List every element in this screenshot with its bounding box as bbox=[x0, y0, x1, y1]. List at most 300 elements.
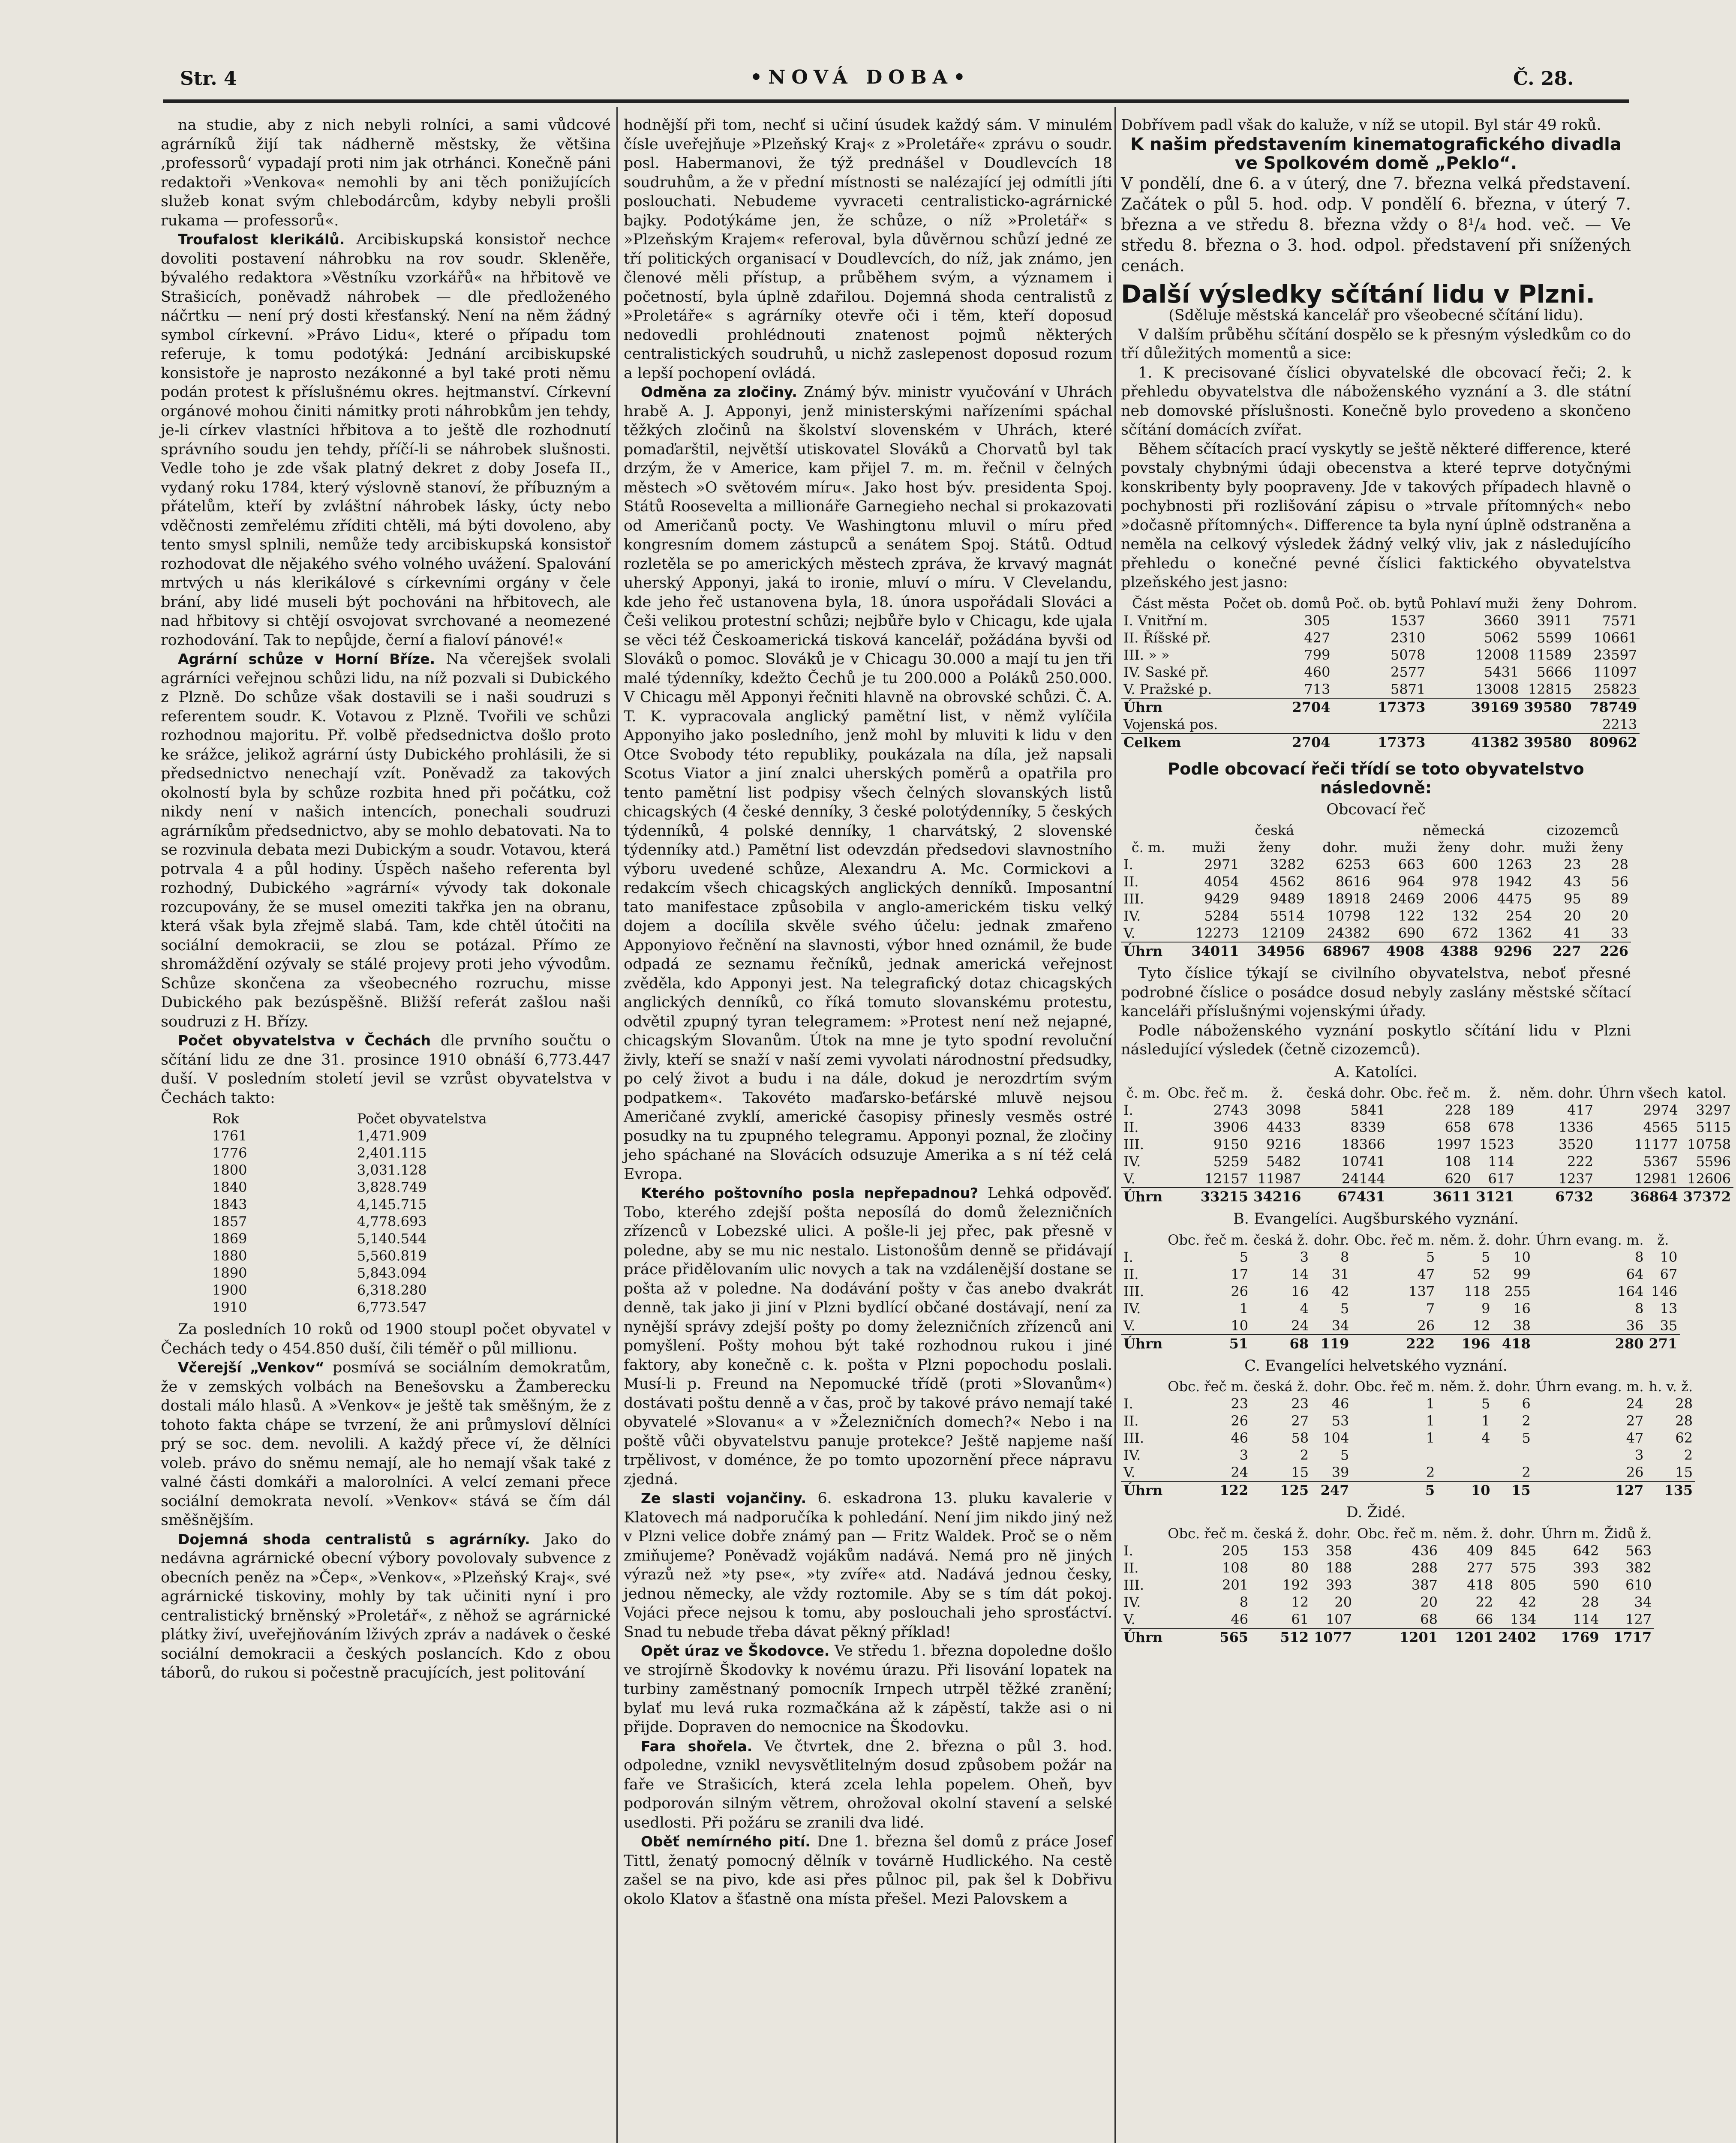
table-cell: 20 bbox=[1564, 908, 1581, 924]
table-cell: 7571 bbox=[1602, 612, 1637, 629]
table-cell: 358 bbox=[1326, 1542, 1352, 1559]
table-cell: 5115 bbox=[1696, 1119, 1731, 1135]
table-row bbox=[161, 1162, 611, 1179]
table-row bbox=[161, 1196, 611, 1213]
table-cell: 188 bbox=[1326, 1559, 1352, 1576]
article-text: Dne 1. března šel domů z práce Josef Tittl, ženatý pomocný dělník v továrně Hudlického. Na cestě zašel se na pivo, kde asi přes půlnoc pil, pak šel k Dobřivu okolo Klatov a šťastně ona místa přešel. Mezi Palovskem a bbox=[624, 1833, 1112, 1908]
table-cell: 2 bbox=[1522, 1464, 1531, 1480]
table-cell: 24144 bbox=[1341, 1171, 1385, 1187]
article-text: Arcibiskupská konsistoř nechce dovoliti postavení náhrobku na rov soudr. Skleněře, bývalého redaktora »Věstníku vzorkářů« na hřbitově ve Strašicích, poněvadž náhrobek — dle předloženého náčrtku — není prý dosti křesťanský. Není na něm žádný symbol církevní. »Právo Lidu«, které o případu tom referuje, k tomu podotýká: Jednání arcibiskupské konsistoře je naprosto nezákonné a byl také proti němu podán protest k příslušnému okres. hejtmanství. Církevní orgánové mohou činiti námitky proti náhrobkům jen tehdy, je-li církev vlastníci hřbitova a to ještě dle rozhodnutí správního soudu jen tehdy, příčí-li se náhrobek slušnosti. Vedle toho je zde však platný dekret z doby Josefa II., vydaný roku 1784, který výslovně stanoví, že příbuzným a přátelům, kteří by zvláštní náhrobek lásky, úcty nebo vděčnosti zemřelému zříditi chtěli, má býti dovoleno, aby tento smysl splnili, nemůže tedy arcibiskupská konsistoř rozhodovat dle nějakého svého volného uvážení. Spalování mrtvých u nás klerikálové s církevními orgány v čele brání, aby lidé museli být pochováni na hřbitovech, ale nad hřbitovy si chtějí osvojovat svrchované a neomezené rozhodování. Tak to nepůjde, černí a fialoví pánové!« bbox=[161, 231, 611, 649]
table-cell: 512 bbox=[1251, 1628, 1311, 1646]
table-cell: 42 bbox=[1331, 1283, 1349, 1300]
table-cell: 3611 bbox=[1388, 1188, 1474, 1205]
col-header: Obc. řeč m. bbox=[1168, 1085, 1249, 1101]
table-cell: V. bbox=[1123, 1464, 1135, 1480]
table-cell: 9429 bbox=[1204, 891, 1239, 907]
table-cell: V. Pražské p. bbox=[1123, 681, 1212, 697]
table-cell: 5 bbox=[1481, 1396, 1490, 1412]
augsburg-title: B. Evangelíci. Augšburského vyznání. bbox=[1233, 1210, 1519, 1228]
table-cell: Úhrn bbox=[1121, 1188, 1165, 1205]
table-cell: V. bbox=[1123, 1171, 1135, 1187]
table-row bbox=[1121, 1335, 1680, 1352]
table-cell: Úhrn bbox=[1121, 1335, 1165, 1352]
table-row bbox=[1121, 856, 1631, 873]
table-cell: 114 bbox=[1573, 1611, 1599, 1627]
table-cell: 690 bbox=[1398, 925, 1424, 941]
col-header: Obc. řeč m. bbox=[1354, 1231, 1435, 1248]
group-header: německá bbox=[1423, 822, 1485, 838]
table-cell: 15 bbox=[1291, 1464, 1309, 1480]
table-row bbox=[1121, 681, 1640, 698]
table-cell: 80 bbox=[1291, 1559, 1309, 1576]
table-cell: 11097 bbox=[1593, 663, 1637, 680]
table-cell: 5078 bbox=[1390, 646, 1426, 663]
table-cell: 34 bbox=[1634, 1594, 1652, 1610]
article-paragraph bbox=[624, 1489, 1112, 1642]
table-row bbox=[1121, 1395, 1695, 1412]
table-cell: 5,843.094 bbox=[357, 1265, 427, 1281]
table-cell: 135 bbox=[1646, 1481, 1696, 1499]
table-cell: III. bbox=[1123, 1136, 1144, 1153]
table-cell: 14 bbox=[1291, 1266, 1309, 1282]
announcement-heading: K našim představením kinematografického divadla ve Spolkovém domě „Peklo“. bbox=[1130, 134, 1622, 173]
table-cell: 610 bbox=[1625, 1576, 1652, 1593]
table-row bbox=[1121, 1542, 1654, 1559]
table-cell: 122 bbox=[1398, 908, 1424, 924]
article-paragraph bbox=[624, 383, 1112, 1184]
table-cell: V. bbox=[1123, 1611, 1135, 1627]
table-cell: 122 bbox=[1165, 1481, 1251, 1499]
article-heading: Dojemná shoda centralistů s agrárníky. bbox=[178, 1531, 530, 1548]
table-cell: 12273 bbox=[1195, 925, 1239, 941]
table-cell: 27 bbox=[1291, 1413, 1309, 1429]
table-cell: 20 bbox=[1420, 1594, 1438, 1610]
table-cell: 12981 bbox=[1634, 1171, 1678, 1187]
table-cell: 254 bbox=[1505, 908, 1532, 924]
jews-table bbox=[1121, 1525, 1654, 1646]
table-cell: 16 bbox=[1513, 1300, 1531, 1317]
table-cell bbox=[1428, 716, 1521, 733]
catholics-title: A. Katolíci. bbox=[1334, 1063, 1418, 1081]
table-cell: 5 bbox=[1522, 1430, 1531, 1446]
table-cell: 26 bbox=[1231, 1283, 1249, 1300]
table-cell: 26 bbox=[1231, 1413, 1249, 1429]
col-header: něm. ž. bbox=[1440, 1378, 1490, 1395]
table-cell: 127 bbox=[1625, 1611, 1652, 1627]
table-row bbox=[1121, 1102, 1733, 1119]
table-cell: 4 bbox=[1481, 1430, 1490, 1446]
table-cell: 34216 bbox=[1251, 1188, 1304, 1205]
table-cell: 9296 bbox=[1481, 942, 1535, 960]
col-header: Úhrn evang. m. bbox=[1535, 1231, 1644, 1248]
table-cell: 713 bbox=[1304, 681, 1331, 697]
table-cell: 46 bbox=[1231, 1430, 1249, 1446]
col-header: dohr. bbox=[1322, 839, 1358, 855]
table-cell: 39580 bbox=[1521, 733, 1574, 751]
table-cell: 39580 bbox=[1521, 698, 1574, 716]
col-header: ž. bbox=[1657, 1231, 1669, 1248]
table-cell: 26 bbox=[1626, 1464, 1644, 1480]
table-row bbox=[1121, 1266, 1680, 1283]
article-paragraph bbox=[624, 1832, 1112, 1909]
col-header: h. v. ž. bbox=[1649, 1378, 1693, 1395]
table-cell: 5666 bbox=[1537, 663, 1572, 680]
table-cell: 17373 bbox=[1333, 733, 1428, 751]
table-cell: 15 bbox=[1493, 1481, 1533, 1499]
table-cell: III. bbox=[1123, 1430, 1144, 1446]
census-subtitle: (Sděluje městská kancelář pro všeobecné sčítání lidu). bbox=[1168, 307, 1583, 324]
table-cell: 565 bbox=[1165, 1628, 1251, 1646]
table-cell: 4565 bbox=[1643, 1119, 1678, 1135]
table-cell: 3911 bbox=[1537, 612, 1572, 629]
col-header: ženy bbox=[1591, 839, 1624, 855]
table-cell: 409 bbox=[1467, 1542, 1493, 1559]
table-row bbox=[1121, 716, 1640, 733]
table-cell: 4475 bbox=[1497, 891, 1532, 907]
issue-number: Č. 28. bbox=[1513, 68, 1574, 90]
table-cell: 2469 bbox=[1389, 891, 1424, 907]
article-paragraph bbox=[161, 650, 611, 1031]
augsburg-table bbox=[1121, 1231, 1680, 1352]
jews-title: D. Židé. bbox=[1346, 1504, 1406, 1521]
table-cell: II. Říšské př. bbox=[1123, 629, 1211, 646]
col-header: ž. bbox=[1489, 1085, 1501, 1101]
table-cell: 2704 bbox=[1220, 698, 1333, 716]
table-cell: V. bbox=[1123, 925, 1135, 941]
table-cell: 42 bbox=[1519, 1594, 1537, 1610]
table-cell: 2743 bbox=[1213, 1102, 1249, 1118]
table-cell: 4562 bbox=[1270, 873, 1305, 890]
table-cell: 10 bbox=[1231, 1317, 1249, 1334]
article-heading: Fara shořela. bbox=[641, 1738, 753, 1755]
table-cell: 3906 bbox=[1213, 1119, 1249, 1135]
table-cell: Celkem bbox=[1121, 733, 1220, 751]
table-cell: 46 bbox=[1331, 1396, 1349, 1412]
col-header: česká ž. bbox=[1253, 1231, 1309, 1248]
table-cell: I. bbox=[1123, 856, 1133, 873]
table-cell: 2704 bbox=[1220, 733, 1333, 751]
table-cell: 288 bbox=[1411, 1559, 1438, 1576]
table-cell: 1 bbox=[1426, 1413, 1435, 1429]
table-cell: 1857 bbox=[212, 1213, 247, 1230]
col-header: česká dohr. bbox=[1306, 1085, 1385, 1101]
col-header: česká ž. bbox=[1253, 1525, 1309, 1542]
table-cell: 10741 bbox=[1341, 1153, 1385, 1170]
article-text: V dalším průběhu sčítání dospělo se k přesným výsledkům co do tří důležitých momentů a sice: bbox=[1121, 326, 1631, 362]
table-cell: 805 bbox=[1510, 1576, 1537, 1593]
table-cell: 201 bbox=[1222, 1576, 1249, 1593]
article-text: Dobřívem padl však do kaluže, v níž se utopil. Byl stár 49 roků. bbox=[1121, 117, 1601, 134]
table-cell: 1843 bbox=[212, 1196, 247, 1213]
table-row bbox=[1121, 1628, 1654, 1646]
table-cell: I. bbox=[1123, 1542, 1133, 1559]
table-cell: 393 bbox=[1573, 1559, 1599, 1576]
table-cell: 845 bbox=[1510, 1542, 1537, 1559]
col-header: Část města bbox=[1132, 595, 1210, 612]
table-cell: 3 bbox=[1300, 1249, 1309, 1265]
table-cell: 28 bbox=[1675, 1396, 1693, 1412]
table-cell: 6253 bbox=[1335, 856, 1371, 873]
table-cell: 132 bbox=[1452, 908, 1478, 924]
table-cell: 20 bbox=[1334, 1594, 1352, 1610]
table-cell: 67 bbox=[1660, 1266, 1678, 1282]
col-header: Úhrn m. bbox=[1541, 1525, 1599, 1542]
table-cell: 5871 bbox=[1390, 681, 1426, 697]
table-cell: 10661 bbox=[1593, 629, 1637, 646]
table-cell: III. » » bbox=[1123, 646, 1170, 663]
catholics-table bbox=[1121, 1084, 1733, 1205]
table-cell: I. bbox=[1123, 1102, 1133, 1118]
col-header: Počet obyvatelstva bbox=[357, 1111, 487, 1127]
table-cell: 1077 bbox=[1311, 1628, 1355, 1646]
table-cell: 964 bbox=[1398, 873, 1424, 890]
table-cell: 417 bbox=[1567, 1102, 1594, 1118]
table-cell: 56 bbox=[1611, 873, 1628, 890]
table-cell: I. bbox=[1123, 1249, 1133, 1265]
col-header: muži bbox=[1542, 839, 1576, 855]
table-cell: 1 bbox=[1239, 1300, 1249, 1317]
table-cell: 12109 bbox=[1261, 925, 1305, 941]
table-cell: IV. bbox=[1123, 1300, 1141, 1317]
table-cell: III. bbox=[1123, 891, 1144, 907]
article-text: 6. eskadrona 13. pluku kavalerie v Klatovech má nadporučíka k pohledání. Není jim nikdo jiný než v Plzni velice dobře známý pan — Fritz Waldek. Proč se o něm zmiňujeme? Poněvadž vojákům nadává. Nemá pro ně jiných výrazů než »ty pse«, »ty zvíře« atd. Nadává jednou česky, jednou německy, ale vždy roztomile. Aby se s tím dát pokoj. Vojáci přece nejsou k tomu, aby poslouchali jeho sprosťáctví. Snad tu nebude třeba dávat pěkný příklad! bbox=[624, 1490, 1112, 1641]
census-districts-table bbox=[1121, 595, 1640, 751]
table-row bbox=[1121, 1447, 1695, 1464]
article-text: Na včerejšek svolali agrárníci veřejnou schůzi lidu, na níž pozvali si Dubického z Plzně. Do schůze však dostavili se i naši soudruzi s referentem soudr. K. Votavou z Plzně. Tvořili ve schůzi rozhodnou majoritu. Př. volbě předsednictva došlo proto ke srážce, jelikož agrární ústy Dubického prohlásili, že si předsednictvo nenechají vzít. Poněvadž za takových okolností byla by schůze rozbita hned při počátku, což nikdy není v našich intencích, ponechali soudruzi agrárníkům předsednictvo, aby se mohlo debatovati. Na to se rozvinula debata mezi Dubickým a soudr. Votavou, která potrvala 4 a půl hodiny. Úspěch našeho referenta byl rozhodný, Dubického »agrární« vývody tak dokonale rozcupovány, že se musel omeziti takřka jen na obranu, která však byla zřejmě slabá. Tam, kde chtěl útočiti na sociální demokracii, se zlou se potázal. Přímo ze shromáždění ozývaly se stálé projevy proti jeho vývodům. Schůze skončena za všeobecného rozruchu, misse Dubického pak bezúspěšně. Bližší referát zašlou naši soudruzi z H. Břízy. bbox=[161, 651, 611, 1030]
table-cell: 38 bbox=[1513, 1317, 1531, 1334]
table-cell: 1942 bbox=[1497, 873, 1532, 890]
table-cell: 2,401.115 bbox=[357, 1145, 427, 1161]
table-row bbox=[161, 1213, 611, 1230]
table-cell: 8 bbox=[1635, 1300, 1644, 1317]
table-cell: 5 bbox=[1426, 1249, 1435, 1265]
table-cell: 3 bbox=[1635, 1447, 1644, 1463]
article-text: hodnější při tom, nechť si učiní úsudek každý sám. V minulém čísle uveřejňuje »Plzeňský Kraj« z »Proletáře« zprávu o soudr. posl. Habermanovi, že týž prednášel v Doudlevcích 18 soudruhům, a že v přední místnosti se nalézající jej odmítli jíti poslouchati. Nebudeme vyvraceti centralisticko-agrárnické bajky. Podotýkáme jen, že schůze, o níž »Proletář« s »Plzeňským Krajem« referoval, byla důvěrnou schůzí jedné ze tří politických organisací v Doudlevcích, do níž, jak známo, jen členové měli přístup, a průběhem svým, a významem i početností, byla úplně zdařilou. Dojemná shoda centralistů z »Proletáře« s agrárníky otevře oči i těm, kteří doposud nedovedli prohlédnouti znatenost pojmů některých centralistických soudruhů, u nichž zaslepenost doposud rozum a lepší pochopení ovládá. bbox=[624, 117, 1112, 382]
table-cell: 575 bbox=[1510, 1559, 1537, 1576]
article-text: Lehká odpověď. Tobo, kterého zdejší pošta neposílá do domů železničních zřízenců v Lobezské ulici. A pošle-li jej přec, pak přesně v poledne, aby se mu nic nestalo. Listonošům denně se přidávají práce přidělovaním ulic novych a tak na vzdálenější dostane se pošta až v poledne. Na dodávání pošty v čas anebo dvakrát denně, tak jako ji jiní v Plzni bydlící občané dostávají, není za nynější správy zdejší pošty po domy železničních zřízenců ani pomyšlení. Pošty mohou být také rozhodnou rukou i jiné faktory, aby konečně c. k. pošta v Plzni popochodu poslali. Musí-li p. Freund na Nepomucké třídě (proti »Slovanům«) dostávati poštu denně a v čas, proč by takové právo nemají také obyvatelé »Slovanu« a v »Železničních domech?« Nebo i na poště vůči obyvatelstvu panuje protekce? Ještě napjeme naší trpělivost, v doménce, že po tomto upozornění přece nápravu zjedná. bbox=[624, 1185, 1112, 1488]
table-cell: 4388 bbox=[1427, 942, 1481, 960]
col-header: Obc. řeč m. bbox=[1168, 1378, 1249, 1395]
table-row bbox=[161, 1144, 611, 1162]
table-cell: 78749 bbox=[1574, 698, 1640, 716]
table-cell: 51 bbox=[1165, 1335, 1251, 1352]
table-cell: 4,778.693 bbox=[357, 1213, 427, 1230]
table-cell: IV. bbox=[1123, 1447, 1141, 1463]
article-heading: Troufalost klerikálů. bbox=[178, 231, 345, 248]
header-rule bbox=[163, 99, 1629, 103]
table-cell: 17 bbox=[1231, 1266, 1249, 1282]
table-cell: 247 bbox=[1311, 1481, 1352, 1499]
table-cell: 35 bbox=[1660, 1317, 1678, 1334]
table-cell: 61 bbox=[1291, 1611, 1309, 1627]
table-cell: 436 bbox=[1411, 1542, 1438, 1559]
table-cell: 3 bbox=[1239, 1447, 1249, 1463]
table-cell: 22 bbox=[1475, 1594, 1493, 1610]
table-cell: II. bbox=[1123, 1119, 1139, 1135]
table-cell: 33 bbox=[1611, 925, 1628, 941]
article-paragraph bbox=[161, 230, 611, 650]
table-cell: II. bbox=[1123, 1266, 1139, 1282]
table-cell: 13008 bbox=[1475, 681, 1519, 697]
table-cell: 36 bbox=[1626, 1317, 1644, 1334]
table-cell: 1201 bbox=[1440, 1628, 1496, 1646]
page-number: Str. 4 bbox=[180, 68, 237, 90]
table-cell: 617 bbox=[1488, 1171, 1514, 1187]
table-cell: 8339 bbox=[1350, 1119, 1385, 1135]
table-cell: 1910 bbox=[212, 1299, 247, 1315]
table-cell: 17373 bbox=[1333, 698, 1428, 716]
table-cell: 18918 bbox=[1327, 891, 1371, 907]
table-cell: 192 bbox=[1282, 1576, 1309, 1593]
table-cell: 5 bbox=[1340, 1300, 1349, 1317]
table-cell: 118 bbox=[1464, 1283, 1490, 1300]
table-cell: 23597 bbox=[1593, 646, 1637, 663]
table-row bbox=[1121, 1464, 1695, 1481]
col-header: Poč. ob. bytů bbox=[1335, 595, 1426, 612]
table-cell: 226 bbox=[1584, 942, 1631, 960]
table-cell: 4054 bbox=[1204, 873, 1239, 890]
table-cell: 978 bbox=[1452, 873, 1478, 890]
table-row bbox=[1121, 1136, 1733, 1153]
article-heading: Odměna za zločiny. bbox=[641, 384, 797, 400]
table-cell: 3660 bbox=[1484, 612, 1519, 629]
table-cell: 9216 bbox=[1266, 1136, 1301, 1153]
table-row bbox=[1121, 1153, 1733, 1170]
table-cell: 2213 bbox=[1602, 716, 1637, 732]
col-header: něm. dohr. bbox=[1519, 1085, 1594, 1101]
table-cell: 10798 bbox=[1327, 908, 1371, 924]
table-cell: Úhrn bbox=[1121, 1481, 1165, 1499]
table-row bbox=[1121, 924, 1631, 942]
table-cell: 28 bbox=[1611, 856, 1628, 873]
table-cell: 47 bbox=[1626, 1430, 1644, 1446]
table-cell: 153 bbox=[1282, 1542, 1309, 1559]
table-cell: 12815 bbox=[1528, 681, 1572, 697]
table-row bbox=[1121, 1249, 1680, 1266]
table-cell: 2402 bbox=[1496, 1628, 1539, 1646]
article-heading: Oběť nemírného pití. bbox=[641, 1833, 811, 1850]
table-row bbox=[1121, 1611, 1654, 1628]
table-cell: 108 bbox=[1445, 1153, 1471, 1170]
table-cell: 418 bbox=[1493, 1335, 1533, 1352]
table-cell: 146 bbox=[1651, 1283, 1678, 1300]
table-cell bbox=[1493, 1447, 1533, 1464]
table-cell: I. Vnitřní m. bbox=[1123, 612, 1208, 629]
table-cell: 23 bbox=[1231, 1396, 1249, 1412]
table-row bbox=[1121, 1412, 1695, 1429]
article-text: dle prvního součtu o sčítání lidu ze dne 31. prosince 1910 obnáší 6,773.447 duší. V posledním století jevil se vzrůst obyvatelstva v Čechách takto: bbox=[161, 1032, 611, 1107]
table-cell: V. bbox=[1123, 1317, 1135, 1334]
table-cell: 1717 bbox=[1601, 1628, 1654, 1646]
table-cell: 799 bbox=[1304, 646, 1331, 663]
table-row bbox=[161, 1127, 611, 1144]
table-cell: 1800 bbox=[212, 1162, 247, 1178]
article-text: Podle náboženského vyznání poskytlo sčítání lidu v Plzni následující výsledek (četně cizozemců). bbox=[1121, 1022, 1631, 1058]
col-header: Obc. řeč m. bbox=[1357, 1525, 1438, 1542]
table-cell: 3,031.128 bbox=[357, 1162, 427, 1178]
table-cell: 620 bbox=[1445, 1171, 1471, 1187]
table-cell: 11987 bbox=[1257, 1171, 1301, 1187]
table-cell: 5596 bbox=[1696, 1153, 1731, 1170]
table-row bbox=[161, 1247, 611, 1264]
col-header: Židů ž. bbox=[1604, 1525, 1652, 1542]
table-cell: 382 bbox=[1625, 1559, 1652, 1576]
table-cell: 5,560.819 bbox=[357, 1248, 427, 1264]
col-header: dohr. bbox=[1495, 1378, 1531, 1395]
column-2 bbox=[624, 116, 1112, 1909]
article-text: na studie, aby z nich nebyli rolníci, a sami vůdcové agrárníků žijí tak nádherně městsky, že většina ‚professorů‘ vypadají proti nim jak otrhánci. Konečně páni redaktoři »Venkova« nemohli by ani těch ponižujících služeb konat svým chlebodárcům, kdyby nebyli prošli rukama — professorů«. bbox=[161, 117, 611, 229]
table-cell: 24 bbox=[1291, 1317, 1309, 1334]
table-cell: 34011 bbox=[1176, 942, 1241, 960]
table-row bbox=[1121, 1594, 1654, 1611]
table-cell: 1769 bbox=[1539, 1628, 1601, 1646]
table-cell: 2974 bbox=[1643, 1102, 1678, 1118]
table-cell: 25823 bbox=[1593, 681, 1637, 697]
article-paragraph bbox=[624, 1184, 1112, 1489]
table-cell: 34 bbox=[1331, 1317, 1349, 1334]
table-cell: 2 bbox=[1426, 1464, 1435, 1480]
col-header: Počet ob. domů bbox=[1223, 595, 1331, 612]
table-cell: 37372 bbox=[1681, 1188, 1733, 1205]
article-text: posmívá se sociálním demokratům, že v zemských volbách na Benešovsku a Žamberecku dostali málo hlasů. A »Venkov« je ještě tak směšným, že z tohoto fakta chápe se tvrzení, že ani průmysloví dělníci prý se soc. dem. nevolili. A každý přece ví, že dělníci voleb. právo do sněmu nemají, ale ho nemají však také z valné části domkáři a malorolníci. A velcí zemani přece sociální demokrata nevolí. »Venkov« stává se čím dál směšnějším. bbox=[161, 1359, 611, 1529]
col-header: č. m. bbox=[1126, 1085, 1160, 1101]
table-cell: Úhrn bbox=[1121, 942, 1176, 960]
col-header: dohr. bbox=[1314, 1378, 1349, 1395]
table-cell: IV. bbox=[1123, 908, 1141, 924]
col-header: něm. ž. bbox=[1440, 1231, 1490, 1248]
table-cell: 41382 bbox=[1428, 733, 1521, 751]
table-cell: 9150 bbox=[1213, 1136, 1249, 1153]
table-cell: 255 bbox=[1504, 1283, 1531, 1300]
col-header: muži bbox=[1192, 839, 1226, 855]
table-cell: 20 bbox=[1611, 908, 1628, 924]
table-cell: 34956 bbox=[1242, 942, 1307, 960]
table-row bbox=[1121, 1559, 1654, 1576]
table-cell: 53 bbox=[1331, 1413, 1349, 1429]
table-cell: 271 bbox=[1646, 1335, 1680, 1352]
article-text: Ve čtvrtek, dne 2. března o půl 3. hod. odpoledne, vznikl nevysvětlitelným dosud způsobem požár na faře ve Strašicích, která zcela lehla popelem. Oheň, byv podporován silným větrem, ohrožoval okolní stavení a selské usedlosti. Při požáru se zranili dva lidé. bbox=[624, 1738, 1112, 1831]
article-paragraph bbox=[161, 1358, 611, 1530]
table-cell: 39169 bbox=[1428, 698, 1521, 716]
table-cell bbox=[1521, 716, 1574, 733]
table-cell: 3121 bbox=[1474, 1188, 1517, 1205]
table-cell: 672 bbox=[1452, 925, 1478, 941]
article-heading: Ze slasti vojančiny. bbox=[641, 1490, 807, 1507]
table-cell: 26 bbox=[1417, 1317, 1435, 1334]
census-title: Další výsledky sčítání lidu v Plzni. bbox=[1121, 279, 1595, 309]
table-cell: 1,471.909 bbox=[357, 1128, 427, 1144]
table-cell: 222 bbox=[1352, 1335, 1437, 1352]
table-cell: 5062 bbox=[1484, 629, 1519, 646]
table-cell: IV. Saské př. bbox=[1123, 663, 1209, 680]
table-cell: 10 bbox=[1660, 1249, 1678, 1265]
table-row bbox=[1121, 907, 1631, 924]
col-header: něm. ž. bbox=[1442, 1525, 1493, 1542]
table-cell: 10758 bbox=[1687, 1136, 1731, 1153]
article-text: Za posledních 10 roků od 1900 stoupl počet obyvatel v Čechách tedy o 454.850 duší, čili téměř o půl millionu. bbox=[161, 1321, 611, 1357]
table-row bbox=[1121, 612, 1640, 629]
table-cell: 12008 bbox=[1475, 646, 1519, 663]
col-header: Obc. řeč m. bbox=[1168, 1231, 1249, 1248]
table-cell: 427 bbox=[1304, 629, 1331, 646]
table-cell: 1776 bbox=[212, 1145, 247, 1161]
table-cell: IV. bbox=[1123, 1153, 1141, 1170]
table-cell: 277 bbox=[1467, 1559, 1493, 1576]
table-cell: I. bbox=[1123, 1396, 1133, 1412]
group-header: cizozemců bbox=[1547, 822, 1619, 838]
table-cell: 12157 bbox=[1204, 1171, 1249, 1187]
table-cell: 7 bbox=[1426, 1300, 1435, 1317]
